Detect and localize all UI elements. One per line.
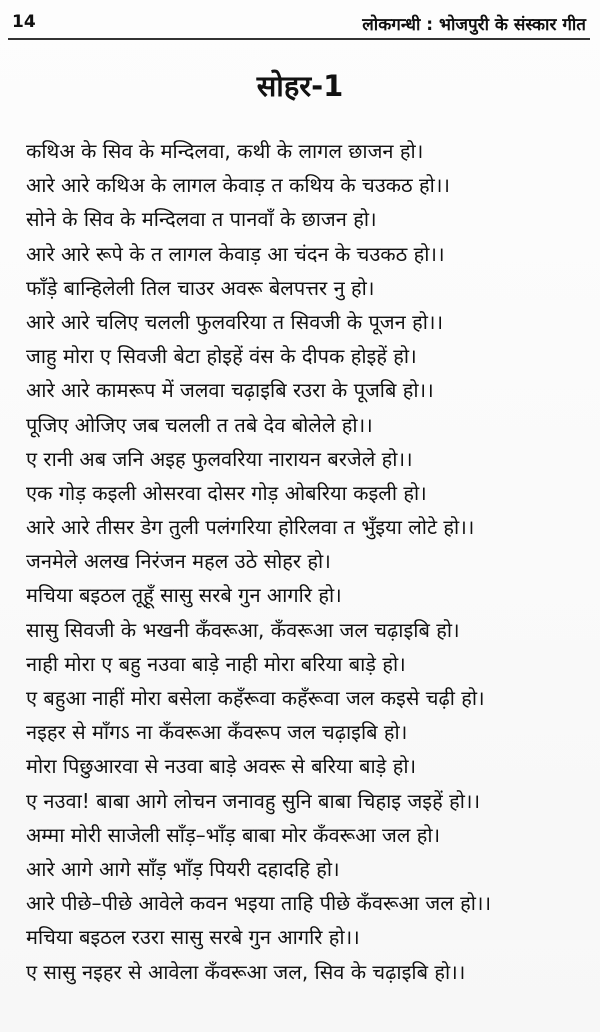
verse-line: एक गोड़ कइली ओसरवा दोसर गोड़ ओबरिया कइली हो। <box>26 480 427 505</box>
verse-line: कथिअ के सिव के मन्दिलवा, कथी के लागल छाजन हो। <box>26 139 424 163</box>
verse-line: आरे आरे रूपे के त लागल केवाड़ आ चंदन के चउकठ हो।। <box>26 241 445 266</box>
verse-line: सोने के सिव के मन्दिलवा त पानवाँ के छाजन हो। <box>26 207 377 232</box>
verse-line: नइहर से माँगऽ ना कँवरूआ कँवरूप जल चढ़ाइबि हो। <box>26 720 408 745</box>
verse-line: मोरा पिछुआरवा से नउवा बाड़े अवरू से बरिया बाड़े हो। <box>26 754 417 779</box>
verse-line: नाही मोरा ए बहु नउवा बाड़े नाही मोरा बरिया बाड़े हो। <box>26 651 406 676</box>
page-header <box>0 0 600 34</box>
verse-line: अम्मा मोरी साजेली साँड़–भाँड़ बाबा मोर कँवरूआ जल हो। <box>26 822 441 847</box>
verse-line: आरे आगे आगे साँड़ भाँड़ पियरी दहादहि हो। <box>26 856 340 881</box>
verse-line: जनमेले अलख निरंजन महल उठे सोहर हो। <box>26 549 331 574</box>
verse-line: आरे आरे कामरूप में जलवा चढ़ाइबि रउरा के पूजबि हो।। <box>26 378 434 403</box>
verse-list <box>26 134 590 989</box>
verse-line: आरे पीछे–पीछे आवेले कवन भइया ताहि पीछे कँवरूआ जल हो।। <box>26 891 492 916</box>
verse-line: आरे आरे कथिअ के लागल केवाड़ त कथिय के चउकठ हो।। <box>26 173 450 198</box>
verse-line: जाहु मोरा ए सिवजी बेटा होइहें वंस के दीपक होइहें हो। <box>26 344 417 369</box>
verse-line: आरे आरे तीसर डेग तुली पलंगरिया होरिलवा त भुँइया लोटे हो।। <box>26 515 475 540</box>
verse-line: आरे आरे चलिए चलली फुलवरिया त सिवजी के पूजन हो।। <box>26 309 444 334</box>
page-number: 14 <box>12 12 36 32</box>
verse-line: ए रानी अब जनि अइह फुलवरिया नारायन बरजेले हो।। <box>26 446 413 471</box>
verse-line: मचिया बइठल तूहूँ सासु सरबे गुन आगरि हो। <box>26 583 342 608</box>
verse-line: सासु सिवजी के भखनी कँवरूआ, कँवरूआ जल चढ़ाइबि हो। <box>26 617 460 642</box>
header-divider <box>8 38 590 40</box>
song-title: सोहर-1 <box>256 69 344 103</box>
verse-line: ए नउवा! बाबा आगे लोचन जनावहु सुनि बाबा चिहाइ जइहें हो।। <box>26 788 481 813</box>
verse-line: फाँड़े बान्हिलेली तिल चाउर अवरू बेलपत्तर नु हो। <box>26 275 375 300</box>
verse-line: मचिया बइठल रउरा सासु सरबे गुन आगरि हो।। <box>26 925 360 950</box>
verse-line: पूजिए ओजिए जब चलली त तबे देव बोलेले हो।। <box>26 412 373 437</box>
verse-line: ए बहुआ नाहीं मोरा बसेला कहँरूवा कहँरूवा जल कइसे चढ़ी हो। <box>26 686 485 710</box>
verse-line: ए सासु नइहर से आवेला कँवरूआ जल, सिव के चढ़ाइबि हो।। <box>26 959 466 984</box>
running-head: लोकगन्धी : भोजपुरी के संस्कार गीत <box>362 15 586 35</box>
